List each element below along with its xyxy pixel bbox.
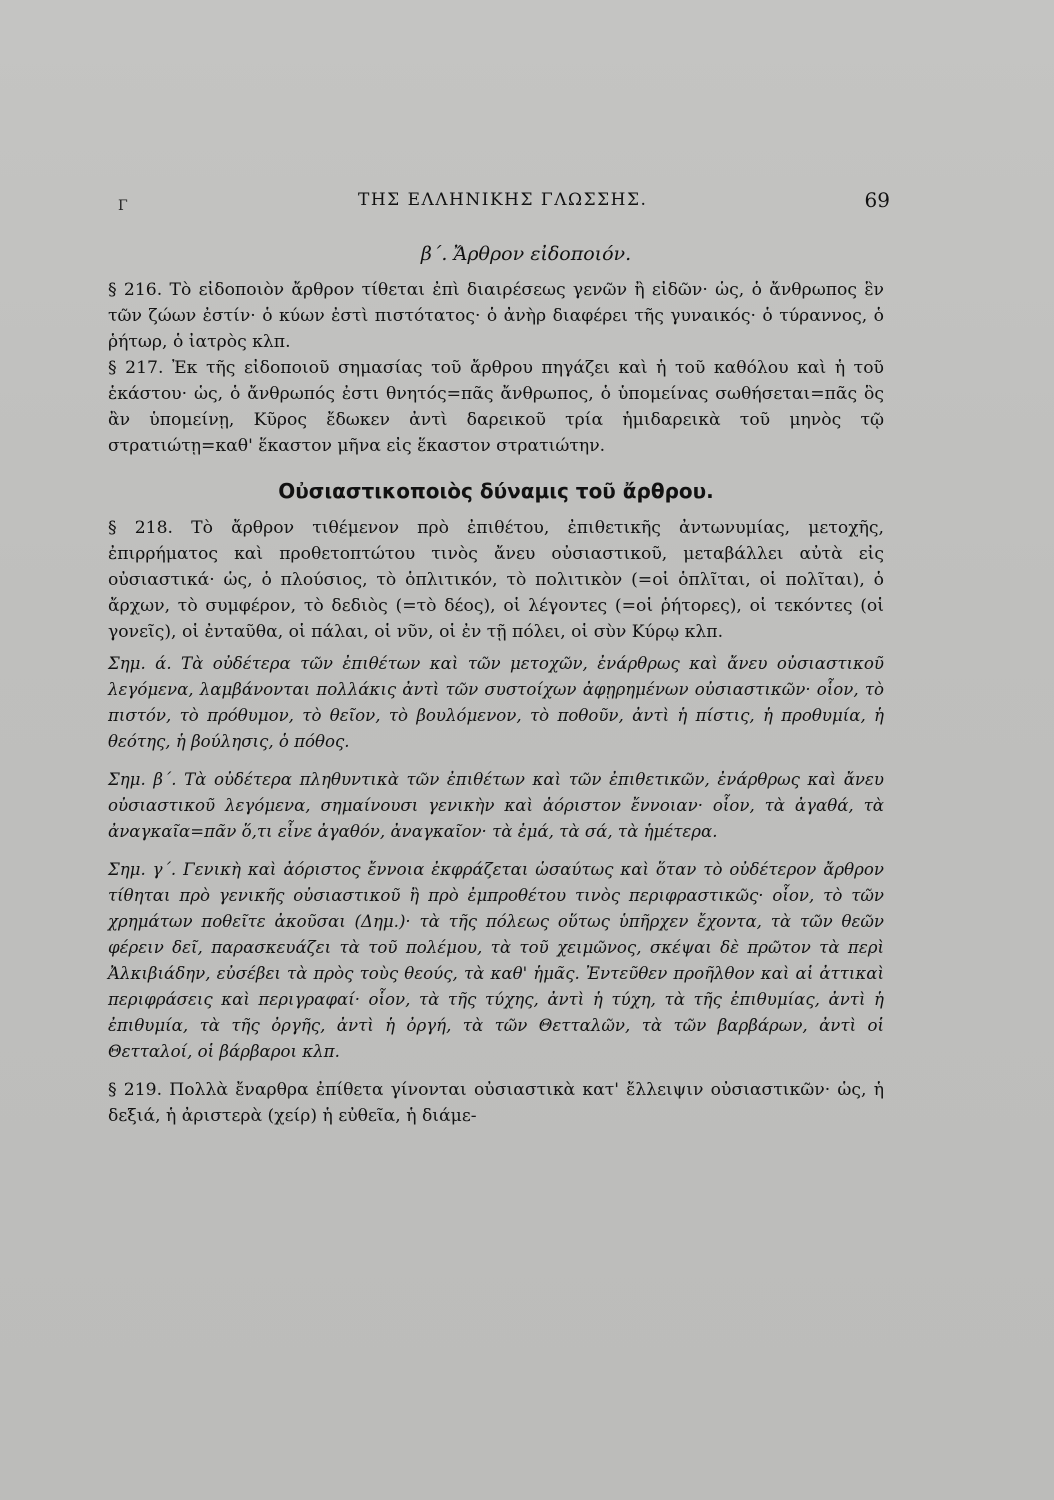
subsection-heading: β΄. Ἄρθρον εἰδοποιόν. (420, 243, 632, 265)
paragraph-219: § 219. Πολλὰ ἔναρθρα ἐπίθετα γίνονται οὐσιαστικὰ κατ' ἔλλειψιν οὐσιαστικῶν· ὡς, ἡ δεξιά, ἡ ἀριστερὰ (χείρ) ἡ εὐθεῖα, ἡ διάμε- (108, 1080, 884, 1126)
paragraph-217: § 217. Ἐκ τῆς εἰδοποιοῦ σημασίας τοῦ ἄρθρου πηγάζει καὶ ἡ τοῦ καθόλου καὶ ἡ τοῦ ἑκάστου· ὡς, ὁ ἄνθρωπός ἐστι θνητός=πᾶς ἄνθρωπος, ὁ ὑπομείνας σωθήσεται=πᾶς ὃς ἂν ὑπομείνῃ, Κῦρος ἔδωκεν ἀντὶ δαρεικοῦ τρία ἡμιδαρεικὰ τοῦ μηνὸς τῷ στρατιώτῃ=καθ' ἕκαστον μῆνα εἰς ἕκαστον στρατιώτην. (108, 358, 884, 456)
page-content (108, 243, 884, 1129)
note-c: Σημ. γ΄. Γενικὴ καὶ ἀόριστος ἔννοια ἐκφράζεται ὡσαύτως καὶ ὅταν τὸ οὐδέτερον ἄρθρον τίθηται πρὸ γενικῆς οὐσιαστικοῦ ἢ πρὸ ἐμπροθέτου τινὸς περιφραστικῶς· οἷον, τὸ τῶν χρημάτων ποθεῖτε ἀκοῦσαι (Δημ.)· τὰ τῆς πόλεως οὕτως ὑπῆρχεν ἔχοντα, τὰ τῶν θεῶν φέρειν δεῖ, παρασκευάζει τὰ τοῦ πολέμου, τὰ τοῦ χειμῶνος, σκέψαι δὲ πρῶτον τὰ περὶ Ἀλκιβιάδην, εὐσέβει τὰ πρὸς τοὺς θεούς, τὰ καθ' ἡμᾶς. Ἐντεῦθεν προῆλθον καὶ αἱ ἀττικαὶ περιφράσεις καὶ περιγραφαί· οἷον, τὰ τῆς τύχης, ἀντὶ ἡ τύχη, τὰ τῆς ἐπιθυμίας, ἀντὶ ἡ ἐπιθυμία, τὰ τῆς ὀργῆς, ἀντὶ ἡ ὀργή, τὰ τῶν Θετταλῶν, τὰ τῶν βαρβάρων, ἀντὶ οἱ Θετταλοί, οἱ βάρβαροι κλπ. (108, 860, 884, 1061)
note-a: Σημ. ά. Τὰ οὐδέτερα τῶν ἐπιθέτων καὶ τῶν μετοχῶν, ἐνάρθρως καὶ ἄνευ οὐσιαστικοῦ λεγόμενα, λαμβάνονται πολλάκις ἀντὶ τῶν συστοίχων ἀφῃρημένων οὐσιαστικῶν· οἷον, τὸ πιστόν, τὸ πρόθυμον, τὸ θεῖον, τὸ βουλόμενον, τὸ ποθοῦν, ἀντὶ ἡ πίστις, ἡ προθυμία, ἡ θεότης, ἡ βούλησις, ὁ πόθος. (108, 654, 884, 751)
section-title: Οὐσιαστικοποιὸς δύναμις τοῦ ἄρθρου. (278, 479, 714, 503)
page-header (110, 182, 890, 222)
page-number: 69 (864, 188, 890, 212)
paragraph-218: § 218. Τὸ ἄρθρον τιθέμενον πρὸ ἐπιθέτου, ἐπιθετικῆς ἀντωνυμίας, μετοχῆς, ἐπιρρήματος καὶ προθετοπτώτου τινὸς ἄνευ οὐσιαστικοῦ, μεταβάλλει αὐτὰ εἰς οὐσιαστικά· ὡς, ὁ πλούσιος, τὸ ὁπλιτικόν, τὸ πολιτικὸν (=οἱ ὁπλῖται, οἱ πολῖται), ὁ ἄρχων, τὸ συμφέρον, τὸ δεδιὸς (=τὸ δέος), οἱ λέγοντες (=οἱ ῥήτορες), οἱ τεκόντες (οἱ γονεῖς), οἱ ἐνταῦθα, οἱ πάλαι, οἱ νῦν, οἱ ἐν τῇ πόλει, οἱ σὺν Κύρῳ κλπ. (108, 518, 884, 642)
note-b: Σημ. β΄. Τὰ οὐδέτερα πληθυντικὰ τῶν ἐπιθέτων καὶ τῶν ἐπιθετικῶν, ἐνάρθρως καὶ ἄνευ οὐσιαστικοῦ λεγόμενα, σημαίνουσι γενικὴν καὶ ἀόριστον ἔννοιαν· οἷον, τὰ ἀγαθά, τὰ ἀναγκαῖα=πᾶν ὅ,τι εἶνε ἀγαθόν, ἀναγκαῖον· τὰ ἐμά, τὰ σά, τὰ ἡμέτερα. (108, 770, 884, 841)
paragraph-216: § 216. Τὸ εἰδοποιὸν ἄρθρον τίθεται ἐπὶ διαιρέσεως γενῶν ἢ εἰδῶν· ὡς, ὁ ἄνθρωπος ἓν τῶν ζώων ἐστίν· ὁ κύων ἐστὶ πιστότατος· ὁ ἀνὴρ διαφέρει τῆς γυναικός· ὁ τύραννος, ὁ ῥήτωρ, ὁ ἰατρὸς κλπ. (108, 280, 884, 352)
corner-mark: Γ (118, 198, 128, 214)
running-title: ΤΗΣ ΕΛΛΗΝΙΚΗΣ ΓΛΩΣΣΗΣ. (358, 190, 648, 210)
